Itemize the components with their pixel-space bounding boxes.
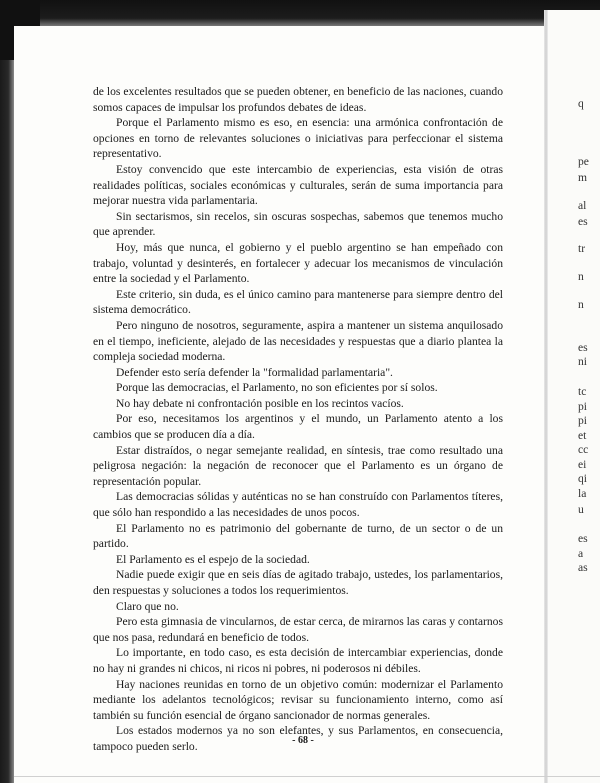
adjacent-page-fragment: qi — [578, 472, 588, 485]
adjacent-page-fragment: pe — [578, 155, 589, 168]
paragraph: Estar distraídos, o negar semejante realidad, en síntesis, trae como resultado una peligrosa negación: la negación de reconocer que el Parlamento es un órgano de representación popular. — [93, 443, 503, 488]
paragraph: Pero esta gimnasia de vincularnos, de estar cerca, de mirarnos las caras y contarnos que nos pasa, redundará en beneficio de todos. — [93, 615, 503, 644]
adjacent-page — [548, 10, 600, 783]
paragraph: Porque el Parlamento mismo es eso, en esencia: una armónica confrontación de opciones en torno de relevantes soluciones o iniciativas para perfeccionar el sistema representativo. — [93, 116, 503, 161]
adjacent-page-fragment: n — [578, 270, 584, 283]
page-number: - 68 - — [292, 735, 314, 746]
paragraph: Hay naciones reunidas en torno de un objetivo común: modernizar el Parlamento mediante los adelantos tecnológicos; revisar su funcionamiento interno, como así también su función esencial de órgano sancionador de normas generales. — [93, 677, 503, 722]
adjacent-page-fragment: al — [578, 199, 587, 212]
paragraph: No hay debate ni confrontación posible en los recintos vacíos. — [116, 396, 404, 410]
adjacent-page-fragment: es — [578, 532, 588, 545]
body-text — [93, 84, 503, 755]
adjacent-page-fragment: tc — [578, 385, 587, 398]
paragraph: Estoy convencido que este intercambio de experiencias, esta visión de otras realidades políticas, sociales económicas y culturales, serán de suma importancia para mejorar nuestra vida parlamentaria. — [93, 162, 503, 208]
paragraph: de los excelentes resultados que se pueden obtener, en beneficio de las naciones, cuando somos capaces de impulsar los profundos debates de ideas. — [93, 85, 503, 114]
adjacent-page-fragment: n — [578, 298, 584, 311]
paragraph: El Parlamento es el espejo de la sociedad. — [116, 552, 310, 566]
page-bottom-edge — [14, 776, 600, 777]
paragraph: Pero ninguno de nosotros, seguramente, aspira a mantener un sistema anquilosado en el tiempo, ineficiente, alejado de las necesidades y respuestas que a diario plantea la compleja sociedad moderna. — [93, 318, 503, 364]
paragraph: Los estados modernos ya no son elefantes, y sus Parlamentos, en consecuencia, tampoco pueden serlo. — [93, 724, 503, 753]
adjacent-page-fragment: la — [578, 487, 587, 500]
paragraph: El Parlamento no es patrimonio del gobernante de turno, de un sector o de un partido. — [93, 521, 503, 551]
paragraph: Porque las democracias, el Parlamento, no son eficientes por sí solos. — [116, 381, 438, 395]
adjacent-page-fragment: es — [578, 341, 588, 354]
adjacent-page-fragment: as — [578, 561, 588, 574]
paragraph: Las democracias sólidas y auténticas no se han construído con Parlamentos títeres, que sólo han respondido a las necesidades de unos pocos. — [93, 490, 503, 520]
adjacent-page-fragment: tr — [578, 242, 586, 255]
scan-shadow-top — [0, 0, 600, 26]
adjacent-page-fragment: es — [578, 215, 588, 228]
adjacent-page-fragment: pi — [578, 400, 588, 413]
adjacent-page-fragment: pi — [578, 414, 588, 427]
paragraph: Por eso, necesitamos los argentinos y el mundo, un Parlamento atento a los cambios que se producen día a día. — [93, 412, 503, 442]
paragraph: Este criterio, sin duda, es el único camino para mantenerse para siempre dentro del sistema democrático. — [93, 287, 503, 317]
paragraph: Defender esto sería defender la "formalidad parlamentaria". — [116, 365, 393, 379]
paragraph: Sin sectarismos, sin recelos, sin oscuras sospechas, sabemos que tenemos mucho que aprender. — [93, 209, 503, 239]
adjacent-page-fragment: q — [578, 97, 584, 110]
paragraph: Lo importante, en todo caso, es esta decisión de intercambiar experiencias, donde no hay ni grandes ni chicos, ni ricos ni pobres, ni poderosos ni débiles. — [93, 646, 503, 675]
paragraph: Nadie puede exigir que en seis días de agitado trabajo, ustedes, los parlamentarios, den respuestas y soluciones a todos los requerimientos. — [93, 568, 503, 597]
paragraph: Claro que no. — [116, 599, 179, 613]
adjacent-page-fragment: a — [578, 547, 584, 560]
adjacent-page-fragment: m — [578, 171, 588, 184]
adjacent-page-fragment: cc — [578, 443, 589, 456]
adjacent-page-fragment: u — [578, 503, 584, 516]
adjacent-page-fragment: ei — [578, 458, 587, 471]
adjacent-page-fragment: et — [578, 429, 587, 442]
paragraph: Hoy, más que nunca, el gobierno y el pueblo argentino se han empeñado con trabajo, voluntad y desinterés, en fortalecer y adecuar los mecanismos de vinculación entre la sociedad y el Parlamento. — [93, 240, 503, 286]
scan-shadow-left — [0, 0, 14, 783]
adjacent-page-fragment: ni — [578, 355, 588, 368]
